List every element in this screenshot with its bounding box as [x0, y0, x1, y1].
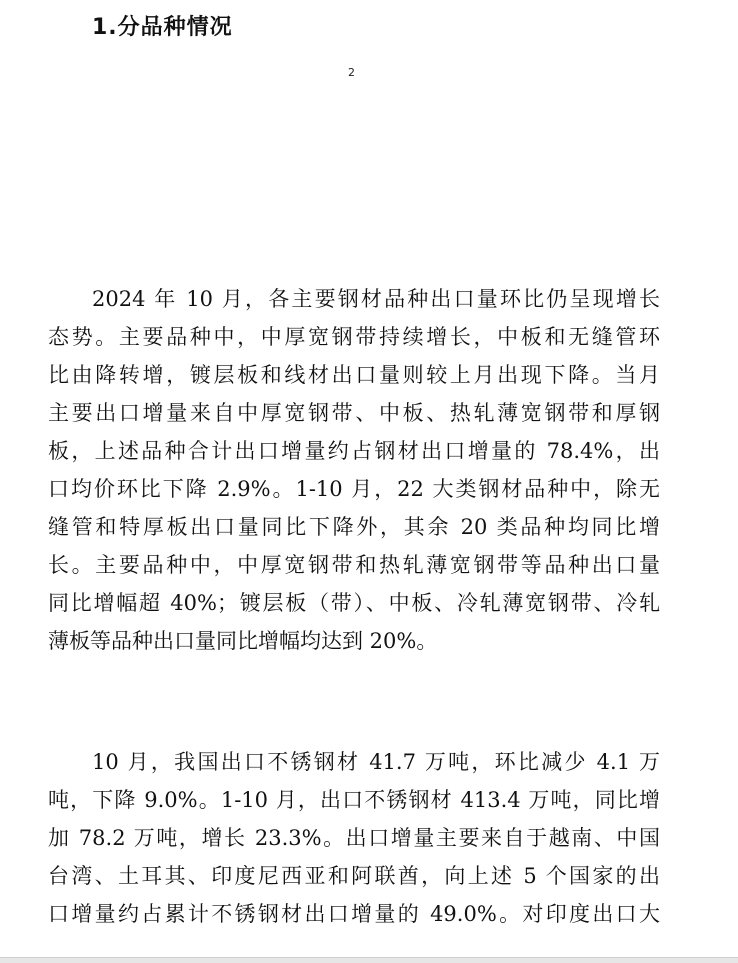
text-line: 板，上述品种合计出口增量约占钢材出口增量的 78.4%，出: [48, 439, 660, 463]
text-line: 态势。主要品种中，中厚宽钢带持续增长，中板和无缝管环: [48, 325, 660, 349]
text-line: 2024 年 10 月，各主要钢材品种出口量环比仍呈现增长: [92, 287, 660, 311]
text-line: 主要出口增量来自中厚宽钢带、中板、热轧薄宽钢带和厚钢: [48, 401, 660, 425]
text-line: 口增量约占累计不锈钢材出口增量的 49.0%。对印度出口大: [48, 902, 660, 926]
text-line: 口均价环比下降 2.9%。1-10 月，22 大类钢材品种中，除无: [48, 477, 660, 501]
text-line: 同比增幅超 40%；镀层板（带）、中板、冷轧薄宽钢带、冷轧: [48, 591, 660, 615]
text-line: 吨，下降 9.0%。1-10 月，出口不锈钢材 413.4 万吨，同比增: [48, 788, 660, 812]
text-line: 薄板等品种出口量同比增幅均达到 20%。: [48, 629, 438, 653]
text-line: 缝管和特厚板出口量同比下降外，其余 20 类品种均同比增: [48, 515, 660, 539]
text-line: 长。主要品种中，中厚宽钢带和热轧薄宽钢带等品种出口量: [48, 553, 660, 577]
text-line: 台湾、土耳其、印度尼西亚和阿联酋，向上述 5 个国家的出: [48, 864, 660, 888]
section-heading: 1.分品种情况: [92, 15, 233, 40]
text-line: 比由降转增，镀层板和线材出口量则较上月出现下降。当月: [48, 363, 660, 387]
paragraph-stainless-steel: [48, 743, 660, 933]
paragraph-export-by-product: [48, 280, 660, 660]
text-line: 加 78.2 万吨，增长 23.3%。出口增量主要来自于越南、中国: [48, 826, 660, 850]
text-line: 10 月，我国出口不锈钢材 41.7 万吨，环比减少 4.1 万: [92, 750, 660, 774]
page-number: 2: [348, 66, 355, 79]
page-bottom-edge: [0, 957, 738, 963]
